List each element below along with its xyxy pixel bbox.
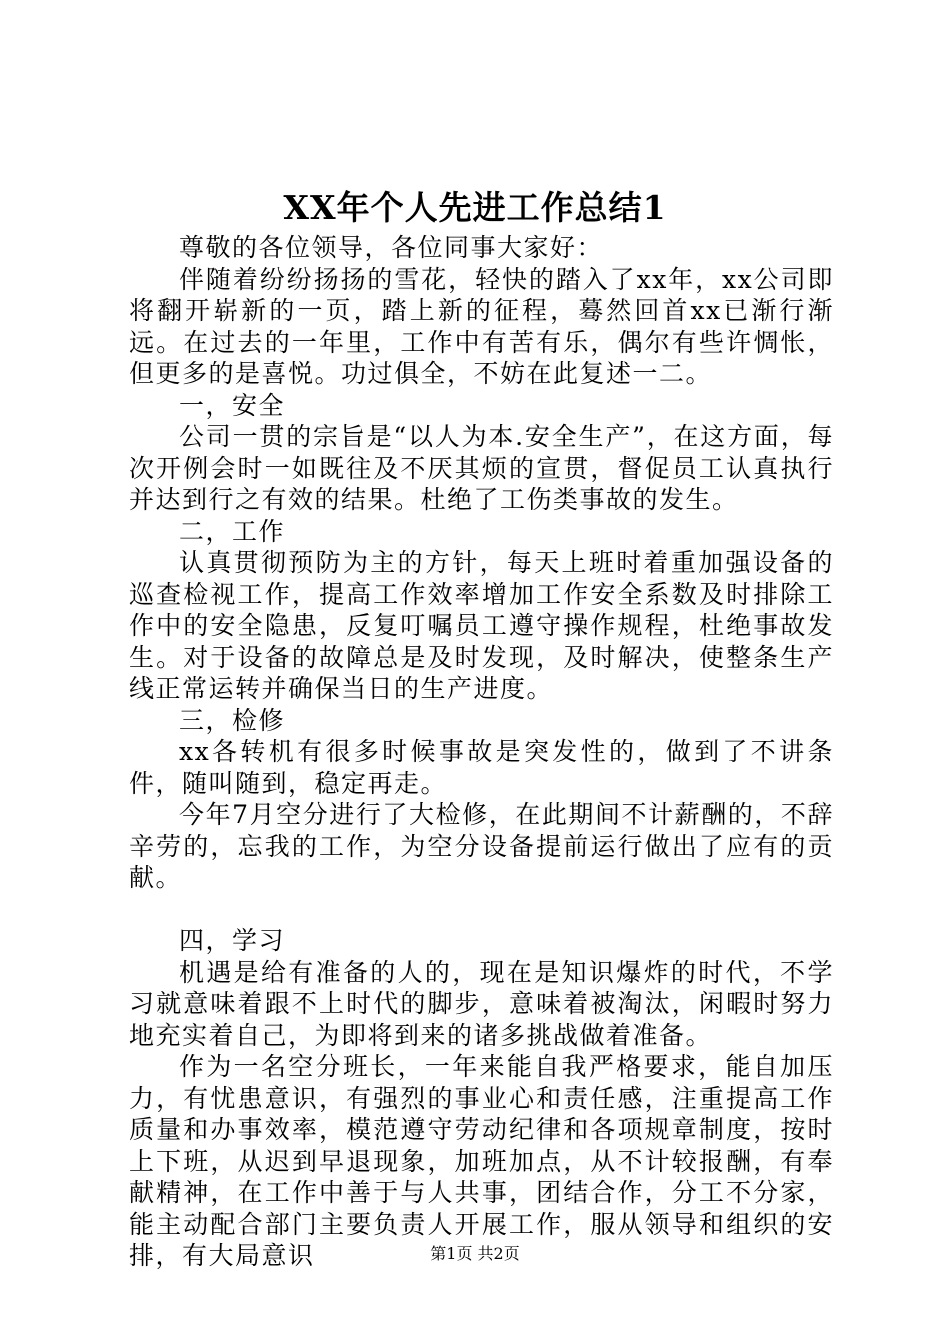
paragraph-maintenance-1: xx各转机有很多时候事故是突发性的，做到了不讲条件，随叫随到，稳定再走。 xyxy=(129,737,834,798)
paragraph-greeting: 尊敬的各位领导，各位同事大家好： xyxy=(179,233,604,262)
paragraph-study: 机遇是给有准备的人的，现在是知识爆炸的时代，不学习就意味着跟不上时代的脚步，意味着被淘汰，闲暇时努力地充实着自己，为即将到来的诸多挑战做着准备。 xyxy=(129,957,834,1050)
section-heading-safety: 一，安全 xyxy=(179,390,286,420)
section-heading-maintenance: 三，检修 xyxy=(179,705,286,735)
page-number-footer: 第1页 共2页 xyxy=(430,1244,520,1263)
paragraph-work: 认真贯彻预防为主的方针，每天上班时着重加强设备的巡查检视工作，提高工作效率增加工作安全系数及时排除工作中的安全隐患，反复叮嘱员工遵守操作规程，杜绝事故发生。对于设备的故障总是及时发现，及时解决，使整条生产线正常运转并确保当日的生产进度。 xyxy=(129,548,834,703)
section-heading-study: 四，学习 xyxy=(179,926,286,955)
document-title: XX年个人先进工作总结1 xyxy=(283,188,667,227)
section-heading-work: 二，工作 xyxy=(179,516,286,546)
document-body xyxy=(129,232,834,1272)
paragraph-summary: 作为一名空分班长，一年来能自我严格要求，能自加压力，有忧患意识，有强烈的事业心和责任感，注重提高工作质量和办事效率，模范遵守劳动纪律和各项规章制度，按时上下班，从迟到早退现象，加班加点，从不计较报酬，有奉献精神，在工作中善于与人共事，团结合作，分工不分家，能主动配合部门主要负责人开展工作，服从领导和组织的安排，有大局意识 xyxy=(129,1052,834,1270)
paragraph-intro: 伴随着纷纷扬扬的雪花，轻快的踏入了xx年，xx公司即将翻开崭新的一页，踏上新的征程，蓦然回首xx已渐行渐远。在过去的一年里，工作中有苦有乐，偶尔有些许惆怅，但更多的是喜悦。功过俱全，不妨在此复述一二。 xyxy=(129,264,834,388)
paragraph-maintenance-2: 今年7月空分进行了大检修，在此期间不计薪酬的，不辞辛劳的，忘我的工作，为空分设备提前运行做出了应有的贡献。 xyxy=(129,800,834,892)
paragraph-safety: 公司一贯的宗旨是“以人为本.安全生产”，在这方面，每次开例会时一如既往及不厌其烦的宣贯，督促员工认真执行并达到行之有效的结果。杜绝了工伤类事故的发生。 xyxy=(129,422,834,514)
